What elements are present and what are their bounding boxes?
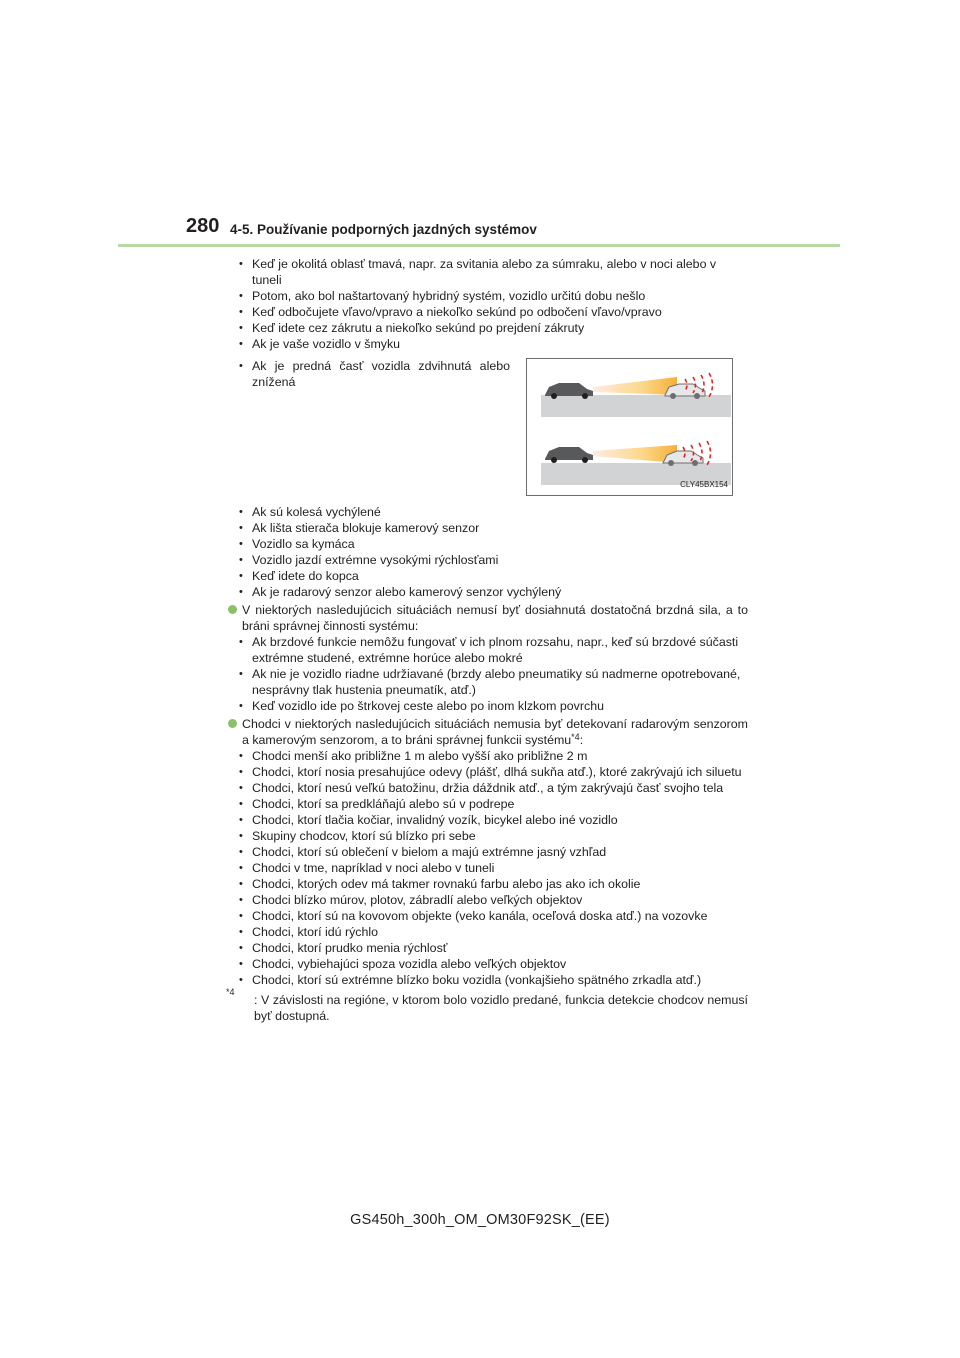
figure-caption: CLY45BX154 <box>680 480 728 489</box>
section-intro: V niektorých nasledujúcich situáciách nemusí byť dosiahnutá dostatočná brzdná sila, a to bráni správnej činnosti systému: <box>242 603 748 633</box>
list-item: • Ak lišta stierača blokuje kamerový senzor <box>230 520 748 536</box>
list-item: • Keď je okolitá oblasť tmavá, napr. za svitania alebo za súmraku, alebo v noci alebo v tuneli <box>230 256 748 288</box>
braking-conditions-list <box>230 634 748 714</box>
list-item: • Ak brzdové funkcie nemôžu fungovať v ich plnom rozsahu, napr., keď sú brzdové súčasti extrémne studené, extrémne horúce alebo mokré <box>230 634 748 666</box>
list-item: • Chodci, ktorí idú rýchlo <box>230 924 748 940</box>
list-item: • Keď odbočujete vľavo/vpravo a niekoľko sekúnd po odbočení vľavo/vpravo <box>230 304 748 320</box>
list-item: • Chodci v tme, napríklad v noci alebo v tuneli <box>230 860 748 876</box>
page-number: 280 <box>186 215 220 237</box>
footnote-text: : V závislosti na regióne, v ktorom bolo vozidlo predané, funkcia detekcie chodcov nemusí byť dostupná. <box>254 993 748 1023</box>
list-item: • Chodci, ktorí prudko menia rýchlosť <box>230 940 748 956</box>
conditions-list-2 <box>230 504 748 600</box>
car-rear-bottom <box>545 447 593 463</box>
radar-beam-top <box>593 377 677 395</box>
braking-force-section <box>230 602 748 634</box>
bullet-dot-icon <box>228 719 237 728</box>
list-item: • Chodci, ktorí sa predkláňajú alebo sú v podrepe <box>230 796 748 812</box>
list-item: • Ak je predná časť vozidla zdvihnutá alebo znížená <box>230 358 510 390</box>
list-item: • Ak je radarový senzor alebo kamerový senzor vychýlený <box>230 584 748 600</box>
pedestrian-section <box>230 716 748 748</box>
section-intro-text: Chodci v niektorých nasledujúcich situáciách nemusia byť detekovaní radarovým senzorom a kamerovým senzorom, a to bráni správnej funkcii systému <box>242 717 748 747</box>
list-item: • Keď idete cez zákrutu a niekoľko sekúnd po prejdení zákruty <box>230 320 748 336</box>
list-item: • Keď vozidlo ide po štrkovej ceste alebo po inom klzkom povrchu <box>230 698 748 714</box>
list-item: • Chodci, ktorí sú oblečení v bielom a majú extrémne jasný vzhľad <box>230 844 748 860</box>
bullet-dot-icon <box>228 605 237 614</box>
list-item: • Chodci menší ako približne 1 m alebo vyšší ako približne 2 m <box>230 748 748 764</box>
road-top <box>541 395 731 417</box>
list-item: • Chodci, vybiehajúci spoza vozidla alebo veľkých objektov <box>230 956 748 972</box>
list-item: • Chodci blízko múrov, plotov, zábradlí alebo veľkých objektov <box>230 892 748 908</box>
footnote: *4 : V závislosti na regióne, v ktorom bolo vozidlo predané, funkcia detekcie chodcov nemusí byť dostupná. <box>226 987 748 1023</box>
list-item: • Keď idete do kopca <box>230 568 748 584</box>
page-content <box>226 256 748 1024</box>
radar-illustration <box>526 358 733 496</box>
list-item: • Chodci, ktorí sú extrémne blízko boku vozidla (vonkajšieho spätného zrkadla atď.) <box>230 972 748 988</box>
header-divider <box>118 244 840 247</box>
list-item: • Potom, ako bol naštartovaný hybridný systém, vozidlo určitú dobu nešlo <box>230 288 748 304</box>
conditions-list-1 <box>230 256 748 352</box>
list-item: • Skupiny chodcov, ktorí sú blízko pri sebe <box>230 828 748 844</box>
list-item: • Ak nie je vozidlo riadne udržiavané (brzdy alebo pneumatiky sú nadmerne opotrebované, nesprávny tlak hustenia pneumatík, atď.) <box>230 666 748 698</box>
list-item: • Chodci, ktorí nesú veľkú batožinu, držia dáždnik atď., a tým zakrývajú časť svojho tela <box>230 780 748 796</box>
figure-row <box>230 358 748 504</box>
list-item: • Chodci, ktorí nosia presahujúce odevy (plášť, dlhá sukňa atď.), ktoré zakrývajú ich siluetu <box>230 764 748 780</box>
section-intro-end: : <box>579 733 584 747</box>
footnote-ref: *4 <box>571 732 580 742</box>
radar-diagram <box>527 359 732 495</box>
document-code: GS450h_300h_OM_OM30F92SK_(EE) <box>350 1212 610 1228</box>
section-intro <box>242 716 748 748</box>
section-title: 4-5. Používanie podporných jazdných systémov <box>230 222 537 237</box>
list-item: • Vozidlo sa kymáca <box>230 536 748 552</box>
page-header <box>0 0 960 250</box>
list-item: • Chodci, ktorí tlačia kočiar, invalidný vozík, bicykel alebo iné vozidlo <box>230 812 748 828</box>
list-item: • Chodci, ktorí sú na kovovom objekte (veko kanála, oceľová doska atď.) na vozovke <box>230 908 748 924</box>
figure-item-list <box>230 358 510 390</box>
list-item: • Ak sú kolesá vychýlené <box>230 504 748 520</box>
list-item: • Vozidlo jazdí extrémne vysokými rýchlosťami <box>230 552 748 568</box>
list-item: • Chodci, ktorých odev má takmer rovnakú farbu alebo jas ako ich okolie <box>230 876 748 892</box>
pedestrian-conditions-list <box>230 748 748 988</box>
list-item: • Ak je vaše vozidlo v šmyku <box>230 336 748 352</box>
